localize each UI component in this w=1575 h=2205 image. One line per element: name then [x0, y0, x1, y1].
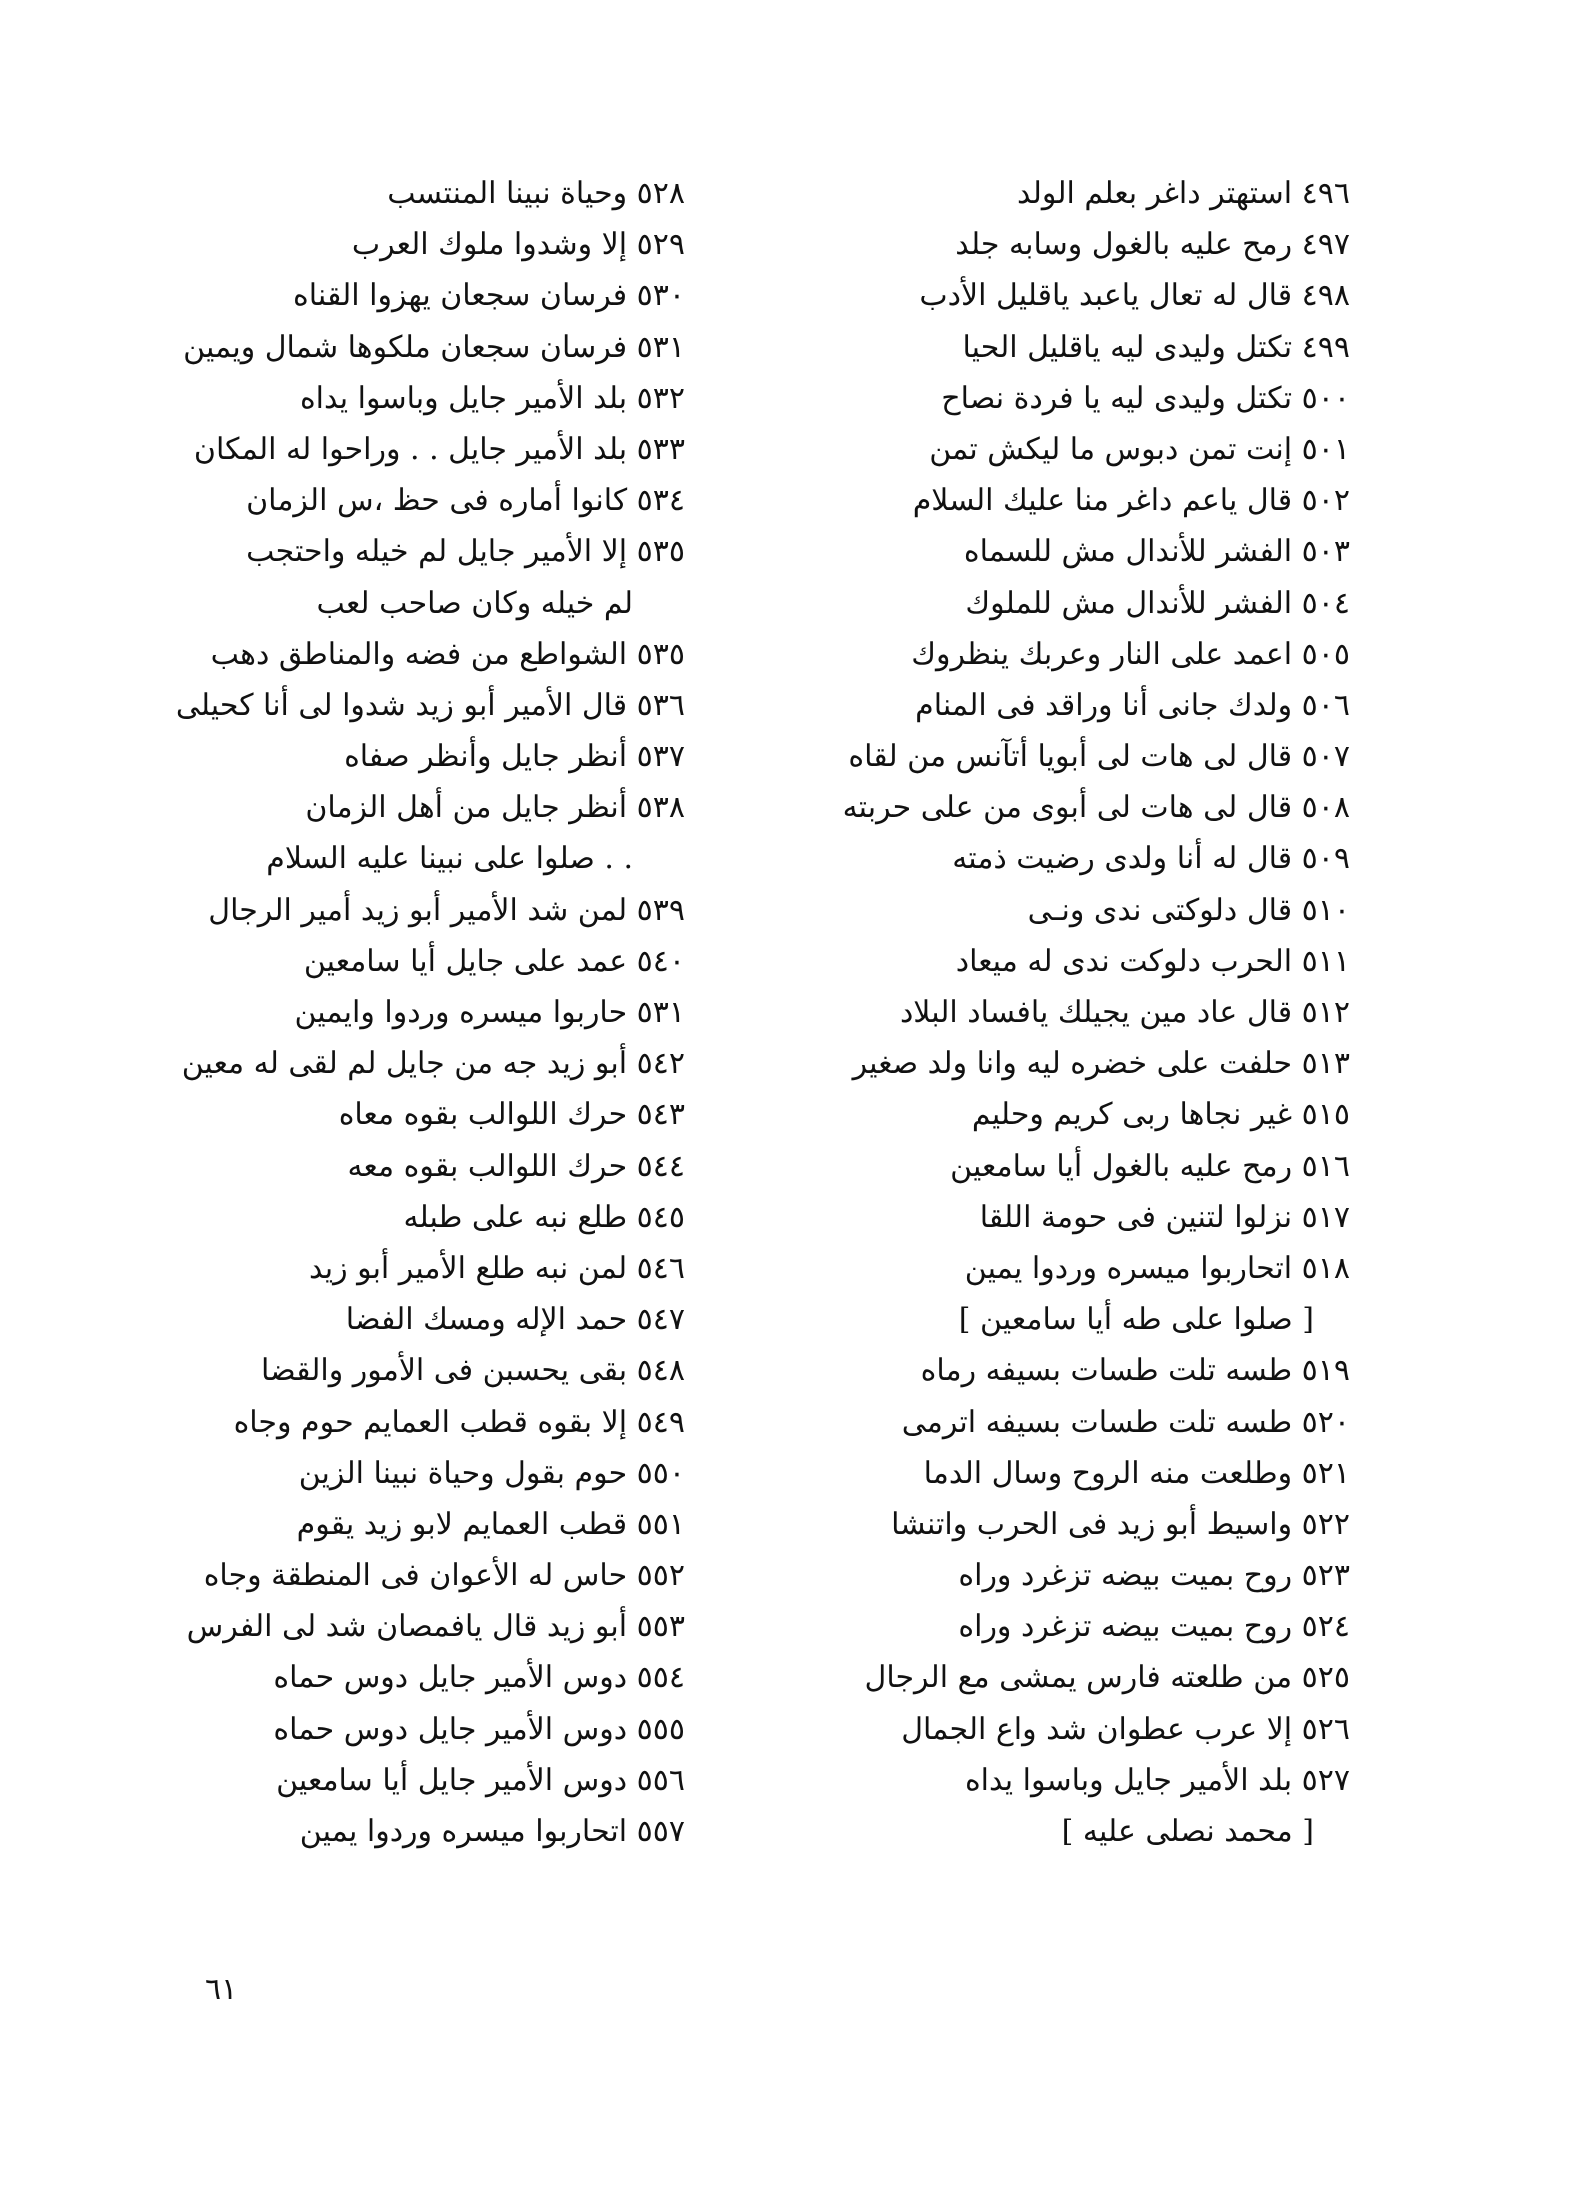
verse-line: لم خيله وكان صاحب لعب: [316, 585, 633, 621]
verse-line: ٥١٦ رمح عليه بالغول أيا سامعين: [950, 1148, 1350, 1184]
verse-line: ٥٣٥ إلا الأمير جايل لم خيله واحتجب: [246, 534, 685, 570]
verse-line: ٥٣٧ أنظر جايل وأنظر صفاه: [344, 739, 685, 775]
verse-line: ٤٩٩ تكتل وليدى ليه ياقليل الحيا: [962, 329, 1350, 365]
verse-line: ٥١٧ نزلوا لتنين فى حومة اللقا: [979, 1199, 1350, 1235]
verse-line: ٥٢٨ وحياة نبينا المنتسب: [387, 176, 685, 211]
verse-line: ٥٢٧ بلد الأمير جايل وباسوا يداه: [964, 1762, 1350, 1798]
verse-line: ٥٢٢ واسيط أبو زيد فى الحرب واتنشا: [891, 1506, 1350, 1542]
right-text-column: [790, 168, 1350, 1857]
verse-line: ٥٥٥ دوس الأمير جايل دوس حماه: [273, 1711, 685, 1747]
verse-line: . . صلوا على نبينا عليه السلام: [266, 841, 633, 877]
verse-line: ٥٣٩ لمن شد الأمير أبو زيد أمير الرجال: [208, 892, 685, 928]
verse-line: [ محمد نصلى عليه ]: [1061, 1814, 1314, 1849]
verse-line: ٥٥٠ حوم بقول وحياة نبينا الزين: [298, 1455, 685, 1491]
verse-line: ٥٥٣ أبو زيد قال يافمصان شد لى الفرس: [186, 1609, 685, 1645]
verse-line: ٥٠٠ تكتل وليدى ليه يا فردة نصاح: [941, 380, 1350, 416]
verse-line: ٥٢٠ طسه تلت طسات بسيفه اترمى: [901, 1404, 1350, 1440]
verse-line: ٥٣٣ بلد الأمير جايل . . وراحوا له المكان: [193, 431, 685, 467]
verse-line: [ صلوا على طه أيا سامعين ]: [958, 1302, 1314, 1338]
verse-line: ٥٥٧ اتحاربوا ميسره وردوا يمين: [299, 1814, 685, 1849]
verse-line: ٥١٩ طسه تلت طسات بسيفه رماه: [920, 1353, 1350, 1389]
verse-line: ٥٢٣ روح بميت بيضه تزغرد وراه: [958, 1558, 1350, 1594]
verse-line: ٥٤٨ بقى يحسبن فى الأمور والقضا: [260, 1353, 685, 1389]
verse-line: ٥٣٨ أنظر جايل من أهل الزمان: [305, 790, 685, 826]
verse-line: ٥١٨ اتحاربوا ميسره وردوا يمين: [964, 1250, 1350, 1286]
verse-line: ٥٠٧ قال لى هات لى أبويا أتآنس من لقاه: [848, 739, 1350, 775]
verse-line: ٥٣٦ قال الأمير أبو زيد شدوا لى أنا كحيلى: [175, 687, 685, 723]
left-text-column: [85, 168, 685, 1857]
verse-line: ٥٥٦ دوس الأمير جايل أيا سامعين: [276, 1762, 685, 1798]
verse-line: ٥٥١ قطب العمايم لابو زيد يقوم: [296, 1506, 685, 1542]
verse-line: ٥٤٣ حرك اللوالب بقوه معاه: [338, 1097, 685, 1133]
verse-line: ٤٩٦ استهتر داغر بعلم الولد: [1017, 176, 1350, 211]
verse-line: ٥٤٩ إلا بقوه قطب العمايم حوم وجاه: [233, 1404, 685, 1440]
verse-line: ٥٢٦ إلا عرب عطوان شد واع الجمال: [901, 1711, 1350, 1747]
verse-line: ٥١١ الحرب دلوكت ندى له ميعاد: [955, 943, 1350, 979]
verse-line: ٥٣١ فرسان سجعان ملكوها شمال ويمين: [183, 329, 685, 365]
verse-line: ٥١٠ قال دلوكتى ندى ونـى: [1027, 892, 1350, 928]
verse-line: ٥٣١ حاربوا ميسره وردوا وايمين: [294, 995, 685, 1030]
verse-line: ٥٥٤ دوس الأمير جايل دوس حماه: [273, 1660, 685, 1696]
verse-line: ٥٢١ وطلعت منه الروح وسال الدما: [923, 1455, 1350, 1491]
verse-line: ٥٤٠ عمد على جايل أيا سامعين: [303, 943, 685, 979]
verse-line: ٥٤٦ لمن نبه طلع الأمير أبو زيد: [308, 1250, 685, 1286]
verse-line: ٥١٥ غير نجاها ربى كريم وحليم: [971, 1097, 1350, 1133]
verse-line: ٥٠٣ الفشر للأندال مش للسماه: [963, 534, 1350, 570]
verse-line: ٥٠٨ قال لى هات لى أبوى من على حربته: [842, 790, 1350, 826]
verse-line: ٤٩٧ رمح عليه بالغول وسابه جلد: [955, 227, 1350, 263]
verse-line: ٥٤٧ حمد الإله ومسك الفضا: [345, 1302, 685, 1338]
verse-line: ٥٤٥ طلع نبه على طبله: [403, 1199, 685, 1235]
verse-line: ٥٠٤ الفشر للأندال مش للملوك: [965, 585, 1350, 621]
verse-line: ٥١٣ حلفت على خضره ليه وانا ولد صغير: [852, 1046, 1350, 1082]
verse-line: ٥٥٢ حاس له الأعوان فى المنطقة وجاه: [203, 1558, 685, 1594]
verse-line: ٥٢٥ من طلعته فارس يمشى مع الرجال: [864, 1660, 1350, 1696]
verse-line: ٥١٢ قال عاد مين يجيلك يافساد البلاد: [899, 995, 1350, 1030]
verse-line: ٥٣٤ كانوا أماره فى حظ ،س الزمان: [246, 483, 685, 519]
verse-line: ٥٢٩ إلا وشدوا ملوك العرب: [351, 227, 685, 263]
verse-line: ٥٠٢ قال ياعم داغر منا عليك السلام: [912, 483, 1350, 519]
verse-line: ٥٠٥ اعمد على النار وعربك ينظروك: [911, 636, 1350, 672]
verse-line: ٥٤٢ أبو زيد جه من جايل لم لقى له معين: [181, 1046, 685, 1082]
verse-line: ٥٣٢ بلد الأمير جايل وباسوا يداه: [299, 380, 685, 416]
verse-line: ٥٠٦ ولدك جانى أنا وراقد فى المنام: [915, 687, 1350, 723]
verse-line: ٥٣٠ فرسان سجعان يهزوا القناه: [293, 278, 685, 314]
verse-line: ٥٣٥ الشواطع من فضه والمناطق دهب: [210, 636, 685, 672]
verse-line: ٥٠١ إنت تمن دبوس ما ليكش تمن: [929, 431, 1350, 467]
verse-line: ٤٩٨ قال له تعال ياعبد ياقليل الأدب: [919, 278, 1350, 314]
page-number: ٦١: [205, 1972, 238, 2007]
verse-line: ٥٢٤ روح بميت بيضه تزغرد وراه: [958, 1609, 1350, 1645]
verse-line: ٥٤٤ حرك اللوالب بقوه معه: [347, 1148, 685, 1184]
verse-line: ٥٠٩ قال له أنا ولدى رضيت ذمته: [952, 841, 1350, 877]
